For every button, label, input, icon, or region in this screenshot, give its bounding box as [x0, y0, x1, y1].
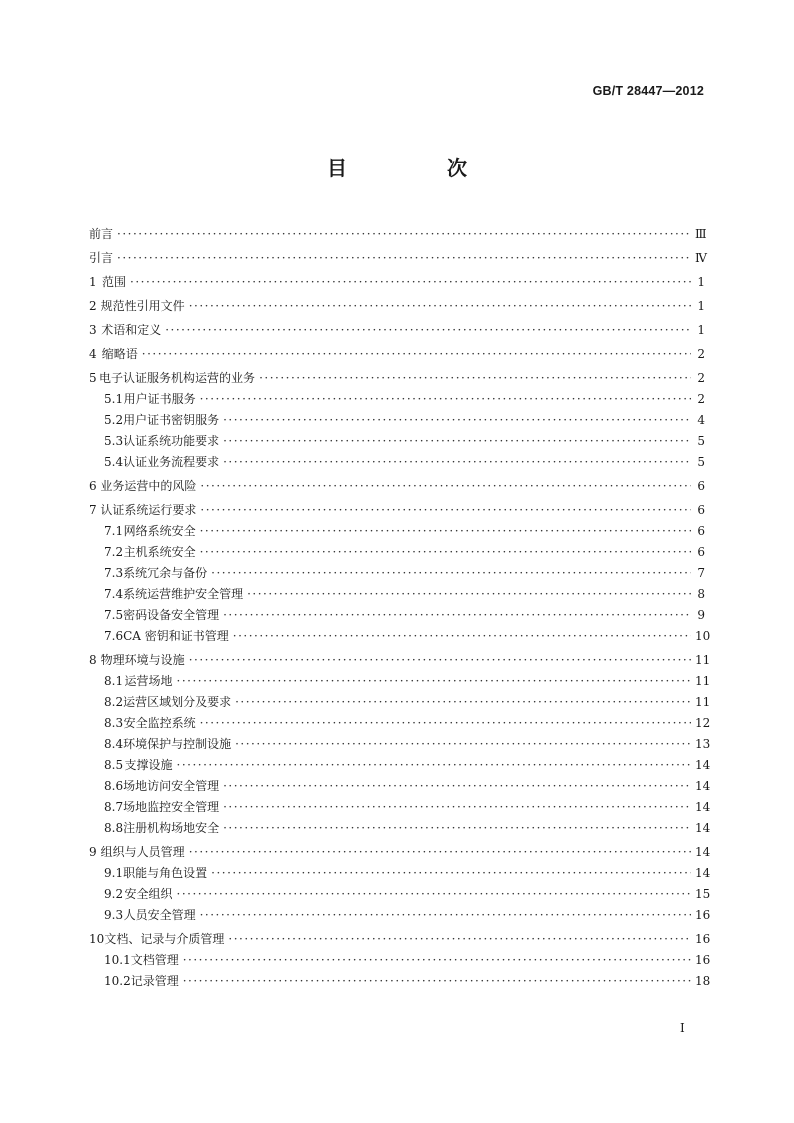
toc-entry-page: 13 — [695, 737, 711, 751]
toc-leader-dots — [177, 884, 691, 905]
toc-entry[interactable] — [89, 818, 711, 839]
toc-entry-page: 11 — [695, 695, 711, 709]
toc-entry-page: 5 — [697, 434, 705, 448]
toc-entry-page: 14 — [695, 845, 711, 859]
toc-entry-label: 记录管理 — [130, 974, 179, 988]
toc-entry[interactable] — [89, 776, 711, 797]
table-of-contents — [89, 221, 711, 992]
toc-entry-label: 电子认证服务机构运营的业务 — [99, 371, 256, 385]
toc-leader-dots — [189, 296, 691, 317]
toc-leader-dots — [117, 224, 691, 245]
toc-entry-label: 网络系统安全 — [123, 524, 196, 538]
toc-entry-number: 7.1 — [104, 524, 124, 538]
toc-entry-label: 注册机构场地安全 — [123, 821, 220, 835]
toc-entry[interactable] — [89, 296, 705, 317]
toc-entry-number: 10 — [89, 932, 105, 946]
toc-entry-number: 4 — [89, 347, 97, 361]
toc-entry-page: 14 — [695, 866, 711, 880]
toc-leader-dots — [223, 776, 691, 797]
toc-entry-number: 5.3 — [104, 434, 124, 448]
toc-leader-dots — [223, 431, 691, 452]
toc-entry-label: 安全监控系统 — [123, 716, 196, 730]
toc-entry[interactable] — [89, 389, 705, 410]
toc-entry-page: 2 — [697, 392, 705, 406]
toc-entry-label: 规范性引用文件 — [100, 299, 185, 313]
toc-entry-number: 9.3 — [104, 908, 124, 922]
toc-entry-label: 业务运营中的风险 — [100, 479, 197, 493]
toc-entry-number: 7.2 — [104, 545, 124, 559]
toc-entry-page: 8 — [697, 587, 705, 601]
toc-entry-page: Ⅳ — [695, 251, 707, 265]
toc-entry-page: 14 — [695, 821, 711, 835]
standard-number: GB/T 28447—2012 — [592, 84, 704, 98]
toc-entry-number: 5.4 — [104, 455, 124, 469]
toc-entry-label: 文档管理 — [130, 953, 179, 967]
toc-entry[interactable] — [89, 626, 711, 647]
toc-entry-page: 11 — [695, 653, 711, 667]
toc-entry-number: 8.6 — [104, 779, 124, 793]
toc-entry-label: 物理环境与设施 — [100, 653, 185, 667]
toc-entry-label: 组织与人员管理 — [100, 845, 185, 859]
toc-leader-dots — [200, 476, 691, 497]
toc-entry-page: 6 — [697, 545, 705, 559]
page-title: 目 次 — [327, 156, 507, 180]
toc-entry[interactable] — [89, 272, 705, 293]
toc-entry-number: 7.4 — [104, 587, 124, 601]
toc-entry-number: 5 — [89, 371, 97, 385]
toc-entry[interactable] — [89, 929, 711, 950]
toc-leader-dots — [223, 797, 691, 818]
toc-entry-number: 9.1 — [104, 866, 124, 880]
toc-entry[interactable] — [89, 905, 711, 926]
toc-entry[interactable] — [89, 755, 711, 776]
toc-leader-dots — [200, 389, 691, 410]
toc-entry[interactable] — [89, 797, 711, 818]
toc-entry[interactable] — [89, 692, 711, 713]
toc-entry[interactable] — [89, 320, 705, 341]
toc-entry-page: 5 — [697, 455, 705, 469]
toc-entry-page: 10 — [695, 629, 711, 643]
toc-entry-page: 4 — [697, 413, 705, 427]
toc-leader-dots — [259, 368, 691, 389]
toc-entry[interactable] — [89, 671, 711, 692]
toc-entry-number: 2 — [89, 299, 97, 313]
toc-leader-dots — [165, 320, 691, 341]
toc-entry-label: 认证业务流程要求 — [123, 455, 220, 469]
toc-entry[interactable] — [89, 368, 705, 389]
toc-entry-page: 1 — [697, 275, 705, 289]
toc-leader-dots — [130, 272, 691, 293]
toc-entry-number: 8.4 — [104, 737, 124, 751]
toc-entry[interactable] — [89, 842, 711, 863]
toc-leader-dots — [200, 500, 691, 521]
toc-leader-dots — [189, 842, 691, 863]
toc-entry-label: 用户证书密钥服务 — [123, 413, 220, 427]
toc-entry-label: 系统运营维护安全管理 — [123, 587, 244, 601]
toc-entry-page: 6 — [697, 503, 705, 517]
toc-entry-number: 1 — [89, 275, 97, 289]
toc-entry[interactable] — [89, 863, 711, 884]
toc-entry-page: 2 — [697, 347, 705, 361]
toc-leader-dots — [223, 605, 691, 626]
toc-leader-dots — [211, 563, 691, 584]
toc-entry-number: 9 — [89, 845, 97, 859]
toc-entry-number: 8 — [89, 653, 97, 667]
toc-entry-page: 16 — [695, 908, 711, 922]
toc-entry[interactable] — [89, 248, 705, 269]
toc-entry-number: 7.3 — [104, 566, 124, 580]
toc-entry-page: 14 — [695, 800, 711, 814]
toc-leader-dots — [177, 671, 691, 692]
toc-entry-label: 范围 — [102, 275, 127, 289]
toc-entry[interactable] — [89, 500, 705, 521]
toc-leader-dots — [200, 713, 691, 734]
toc-entry-page: 16 — [695, 953, 711, 967]
toc-leader-dots — [223, 818, 691, 839]
toc-entry-page: 9 — [697, 608, 705, 622]
toc-entry-page: 12 — [695, 716, 711, 730]
toc-leader-dots — [223, 410, 691, 431]
toc-entry[interactable] — [89, 344, 705, 365]
toc-entry-number: 8.3 — [104, 716, 124, 730]
toc-entry-label: 运营区域划分及要求 — [123, 695, 232, 709]
toc-entry-label: 缩略语 — [101, 347, 138, 361]
toc-entry-label: 场地访问安全管理 — [123, 779, 220, 793]
toc-entry-number: 9.2 — [104, 887, 124, 901]
toc-entry[interactable] — [89, 950, 711, 971]
toc-entry-label: 认证系统运行要求 — [100, 503, 197, 517]
toc-entry-page: 14 — [695, 758, 711, 772]
toc-entry-label: 用户证书服务 — [123, 392, 196, 406]
toc-entry-label: 术语和定义 — [101, 323, 162, 337]
toc-entry-page: 6 — [697, 524, 705, 538]
toc-leader-dots — [200, 542, 691, 563]
toc-entry-label: 运营场地 — [124, 674, 173, 688]
toc-leader-dots — [233, 626, 691, 647]
toc-entry-page: 7 — [697, 566, 705, 580]
toc-leader-dots — [183, 971, 691, 992]
toc-entry-label: 密码设备安全管理 — [123, 608, 220, 622]
toc-entry-number: 7 — [89, 503, 97, 517]
toc-leader-dots — [200, 905, 691, 926]
toc-entry-number: 8.5 — [104, 758, 124, 772]
toc-entry[interactable] — [89, 431, 705, 452]
toc-entry[interactable] — [89, 884, 711, 905]
toc-entry[interactable] — [89, 650, 711, 671]
toc-entry-label: 职能与角色设置 — [123, 866, 208, 880]
toc-entry-number: 7.6 — [104, 629, 124, 643]
toc-entry-number: 8.1 — [104, 674, 124, 688]
toc-leader-dots — [235, 692, 691, 713]
toc-entry-number: 6 — [89, 479, 97, 493]
toc-leader-dots — [235, 734, 691, 755]
toc-entry-page: 6 — [697, 479, 705, 493]
toc-leader-dots — [211, 863, 691, 884]
toc-entry[interactable] — [89, 713, 711, 734]
toc-entry[interactable] — [89, 521, 705, 542]
toc-leader-dots — [200, 521, 691, 542]
toc-entry-number: 10.1 — [104, 953, 131, 967]
toc-entry-number: 5.2 — [104, 413, 124, 427]
toc-entry-number: 5.1 — [104, 392, 124, 406]
toc-leader-dots — [228, 929, 691, 950]
toc-entry-number: 7.5 — [104, 608, 124, 622]
toc-entry[interactable] — [89, 224, 705, 245]
toc-entry-label: 场地监控安全管理 — [123, 800, 220, 814]
toc-entry-label: CA 密钥和证书管理 — [123, 629, 229, 643]
toc-entry-number: 8.2 — [104, 695, 124, 709]
toc-entry[interactable] — [89, 734, 711, 755]
toc-entry[interactable] — [89, 452, 705, 473]
toc-entry-page: Ⅲ — [695, 227, 707, 241]
toc-entry-page: 14 — [695, 779, 711, 793]
toc-entry-label: 前言 — [89, 227, 114, 241]
toc-leader-dots — [189, 650, 691, 671]
toc-entry-label: 主机系统安全 — [123, 545, 196, 559]
toc-entry-number: 8.8 — [104, 821, 124, 835]
toc-entry[interactable] — [89, 584, 705, 605]
toc-entry-page: 1 — [697, 299, 705, 313]
toc-leader-dots — [223, 452, 691, 473]
toc-entry-label: 文档、记录与介质管理 — [104, 932, 225, 946]
toc-leader-dots — [177, 755, 691, 776]
toc-entry-page: 15 — [695, 887, 711, 901]
toc-entry[interactable] — [89, 605, 705, 626]
toc-entry-label: 安全组织 — [124, 887, 173, 901]
toc-entry-page: 1 — [697, 323, 705, 337]
toc-leader-dots — [183, 950, 691, 971]
toc-entry[interactable] — [89, 563, 705, 584]
toc-entry[interactable] — [89, 971, 711, 992]
toc-entry-page: 16 — [695, 932, 711, 946]
toc-leader-dots — [117, 248, 691, 269]
toc-entry-number: 3 — [89, 323, 97, 337]
toc-entry-label: 环境保护与控制设施 — [123, 737, 232, 751]
toc-entry-label: 认证系统功能要求 — [123, 434, 220, 448]
toc-leader-dots — [142, 344, 691, 365]
toc-entry-label: 人员安全管理 — [123, 908, 196, 922]
toc-entry-number: 8.7 — [104, 800, 124, 814]
toc-entry[interactable] — [89, 542, 705, 563]
toc-entry-page: 2 — [697, 371, 705, 385]
toc-entry-page: 18 — [695, 974, 711, 988]
toc-leader-dots — [247, 584, 691, 605]
toc-entry-label: 引言 — [89, 251, 114, 265]
toc-entry[interactable] — [89, 476, 705, 497]
page-number: I — [680, 1021, 685, 1035]
toc-entry-label: 支撑设施 — [124, 758, 173, 772]
toc-entry-page: 11 — [695, 674, 711, 688]
toc-entry-number: 10.2 — [104, 974, 131, 988]
toc-entry-label: 系统冗余与备份 — [123, 566, 208, 580]
toc-entry[interactable] — [89, 410, 705, 431]
